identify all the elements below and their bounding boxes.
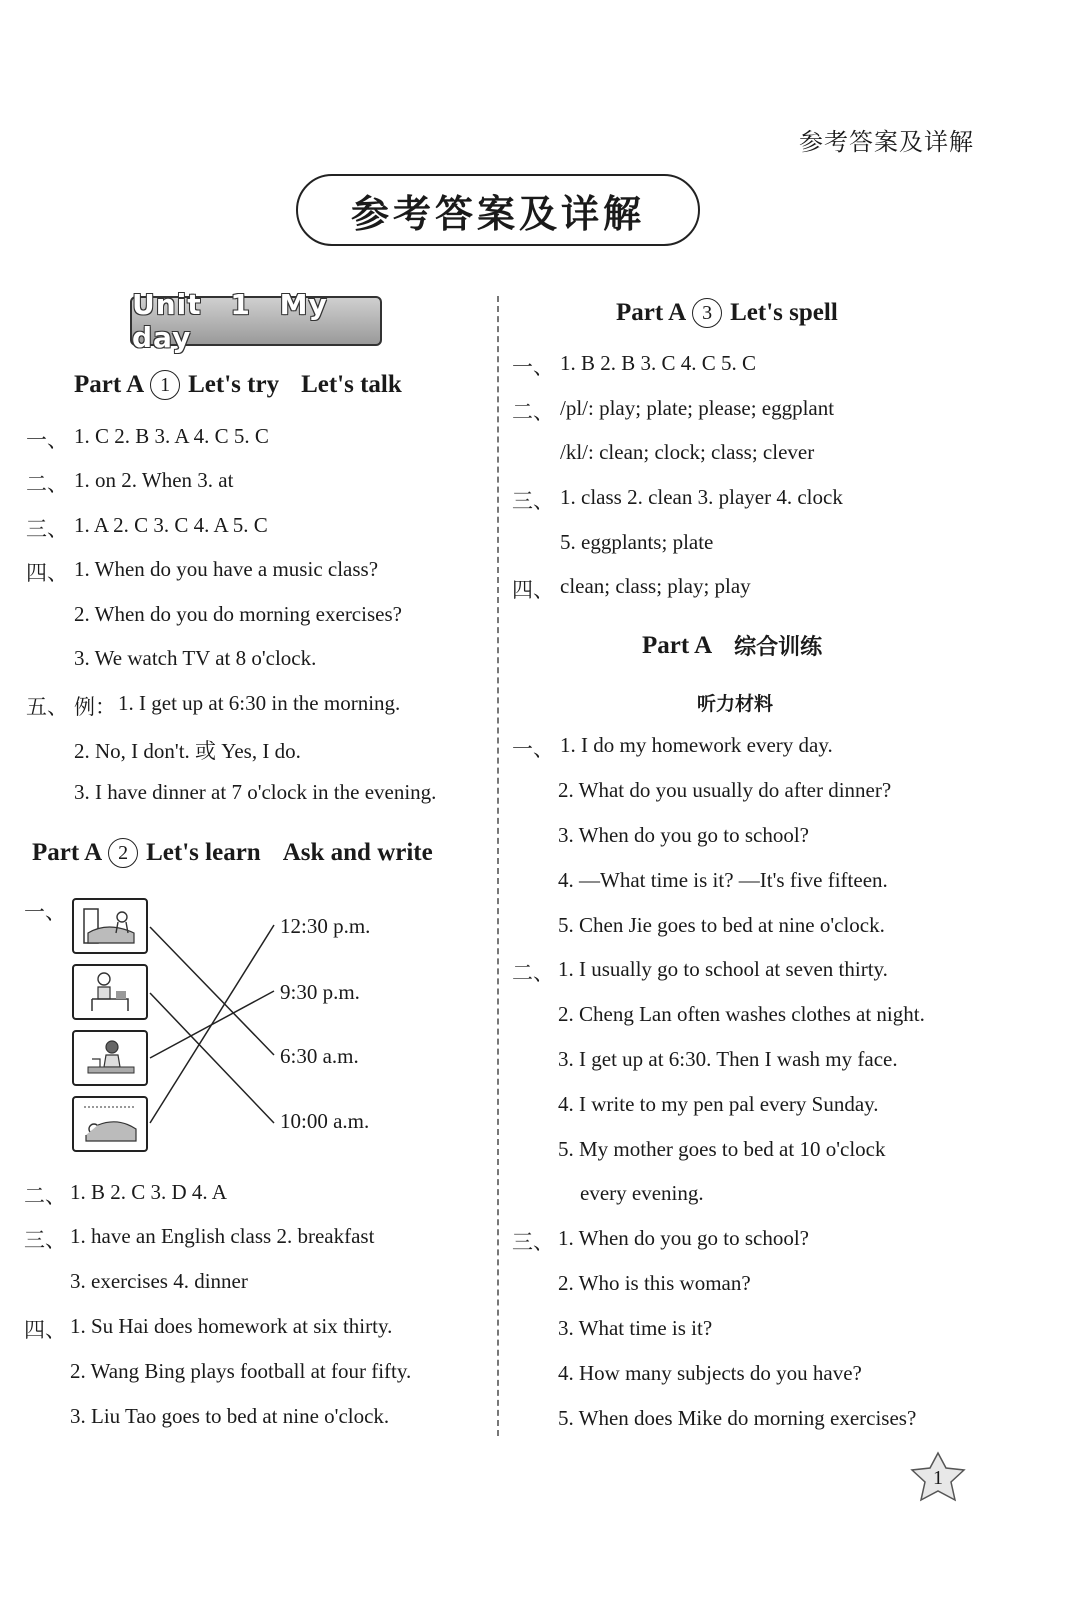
section-label: 二、 xyxy=(512,961,554,985)
answer-line: every evening. xyxy=(580,1181,704,1205)
answer-line: 1. B 2. B 3. C 4. C 5. C xyxy=(560,351,757,375)
answer-line: 3. We watch TV at 8 o'clock. xyxy=(74,646,317,670)
part-label: Part A xyxy=(74,371,145,398)
section-label: 三、 xyxy=(512,1230,554,1254)
answer-line: clean; class; play; play xyxy=(560,574,751,598)
answer-line: 1. When do you have a music class? xyxy=(74,557,379,581)
section-label: 四、 xyxy=(512,578,554,602)
part-number-circle: 2 xyxy=(108,838,138,868)
answer-line: 1. have an English class 2. breakfast xyxy=(70,1224,375,1248)
answer-line: /kl/: clean; clock; class; clever xyxy=(560,440,815,464)
part-a3-heading xyxy=(616,298,838,328)
answer-line: 3. I have dinner at 7 o'clock in the evening. xyxy=(74,780,437,804)
part-number-circle: 1 xyxy=(150,370,180,400)
answer-line: 1. on 2. When 3. at xyxy=(74,468,234,492)
answer-line: 2. No, I don't. 或 Yes, I do. xyxy=(74,739,301,763)
section-label: 三、 xyxy=(24,1228,66,1252)
answer-line: 4. I write to my pen pal every Sunday. xyxy=(558,1092,879,1116)
part-title-1: Let's spell xyxy=(730,299,838,326)
answer-line: 3. Liu Tao goes to bed at nine o'clock. xyxy=(70,1404,390,1428)
answer-line: 2. When do you do morning exercises? xyxy=(74,602,402,626)
answer-line: 1. I get up at 6:30 in the morning. xyxy=(118,691,401,715)
answer-line: 5. Chen Jie goes to bed at nine o'clock. xyxy=(558,913,885,937)
part-title: 综合训练 xyxy=(734,635,823,660)
doing-homework-picture xyxy=(72,1030,148,1086)
section-label: 一、 xyxy=(512,737,554,761)
unit-badge: Unit 1 My day xyxy=(130,296,382,346)
answer-line: 3. I get up at 6:30. Then I wash my face. xyxy=(558,1047,898,1071)
answer-line: 1. A 2. C 3. C 4. A 5. C xyxy=(74,513,268,537)
answer-line: 1. When do you go to school? xyxy=(558,1226,809,1250)
part-a-review-heading xyxy=(642,630,822,661)
part-title-1: Let's try xyxy=(188,371,280,398)
match-line xyxy=(150,925,274,1123)
time-option: 10:00 a.m. xyxy=(280,1109,370,1133)
bed-icon xyxy=(78,903,142,949)
answer-line: 2. Wang Bing plays football at four fifty. xyxy=(70,1359,412,1383)
section-label: 一、 xyxy=(24,900,66,924)
section-label: 二、 xyxy=(24,1184,66,1208)
section-label: 四、 xyxy=(26,561,68,585)
answer-line: 3. When do you go to school? xyxy=(558,823,809,847)
matching-lines xyxy=(146,915,280,1135)
column-divider xyxy=(497,296,499,1436)
part-label: Part A xyxy=(616,299,687,326)
part-title-2: Ask and write xyxy=(282,839,433,866)
answer-line: 2. What do you usually do after dinner? xyxy=(558,778,892,802)
part-title-2: Let's talk xyxy=(301,371,402,398)
listening-material-heading: 听力材料 xyxy=(697,693,774,715)
sleeping-picture xyxy=(72,1096,148,1152)
answer-line: 5. My mother goes to bed at 10 o'clock xyxy=(558,1137,886,1161)
match-line xyxy=(150,927,274,1055)
time-option: 12:30 p.m. xyxy=(280,914,371,938)
section-label: 四、 xyxy=(24,1318,66,1342)
section-label: 三、 xyxy=(26,517,68,541)
section-label: 一、 xyxy=(26,428,68,452)
answer-line: /pl/: play; plate; please; eggplant xyxy=(560,396,835,420)
time-option: 6:30 a.m. xyxy=(280,1044,359,1068)
desk-icon xyxy=(78,969,142,1015)
answer-line: 2. Cheng Lan often washes clothes at night. xyxy=(558,1002,925,1026)
part-a2-heading xyxy=(32,838,433,868)
time-option: 9:30 p.m. xyxy=(280,980,360,1004)
sleep-icon xyxy=(78,1101,142,1147)
answer-line: 3. exercises 4. dinner xyxy=(70,1269,248,1293)
part-label: Part A xyxy=(642,631,713,659)
main-title: 参考答案及详解 xyxy=(350,191,645,236)
running-header: 参考答案及详解 xyxy=(799,128,974,156)
answer-line: 1. Su Hai does homework at six thirty. xyxy=(70,1314,393,1338)
answer-line: 2. Who is this woman? xyxy=(558,1271,751,1295)
part-label: Part A xyxy=(32,839,103,866)
section-label: 一、 xyxy=(512,355,554,379)
sleeping-in-bed-picture xyxy=(72,898,148,954)
answer-line: 1. C 2. B 3. A 4. C 5. C xyxy=(74,424,269,448)
section-label: 五、 xyxy=(26,695,68,719)
part-title-1: Let's learn xyxy=(146,839,261,866)
studying-at-desk-picture xyxy=(72,964,148,1020)
part-a1-heading xyxy=(74,370,402,400)
answer-line: 4. How many subjects do you have? xyxy=(558,1361,862,1385)
answer-line: 5. When does Mike do morning exercises? xyxy=(558,1406,917,1430)
page-number: 1 xyxy=(933,1466,943,1489)
match-line xyxy=(150,993,274,1123)
answer-line: 1. I usually go to school at seven thirty. xyxy=(558,957,888,981)
section-label: 二、 xyxy=(26,472,68,496)
homework-icon xyxy=(78,1035,142,1081)
main-title-frame xyxy=(296,174,700,246)
answer-line: 4. —What time is it? —It's five fifteen. xyxy=(558,868,888,892)
answer-line: 5. eggplants; plate xyxy=(560,530,714,554)
answer-line: 1. B 2. C 3. D 4. A xyxy=(70,1180,227,1204)
page-number-badge xyxy=(908,1450,968,1506)
answer-line: 3. What time is it? xyxy=(558,1316,713,1340)
answer-line: 1. class 2. clean 3. player 4. clock xyxy=(560,485,843,509)
answer-line: 1. I do my homework every day. xyxy=(560,733,833,757)
part-number-circle: 3 xyxy=(692,298,722,328)
example-label: 例： xyxy=(74,695,116,719)
section-label: 二、 xyxy=(512,400,554,424)
section-label: 三、 xyxy=(512,489,554,513)
